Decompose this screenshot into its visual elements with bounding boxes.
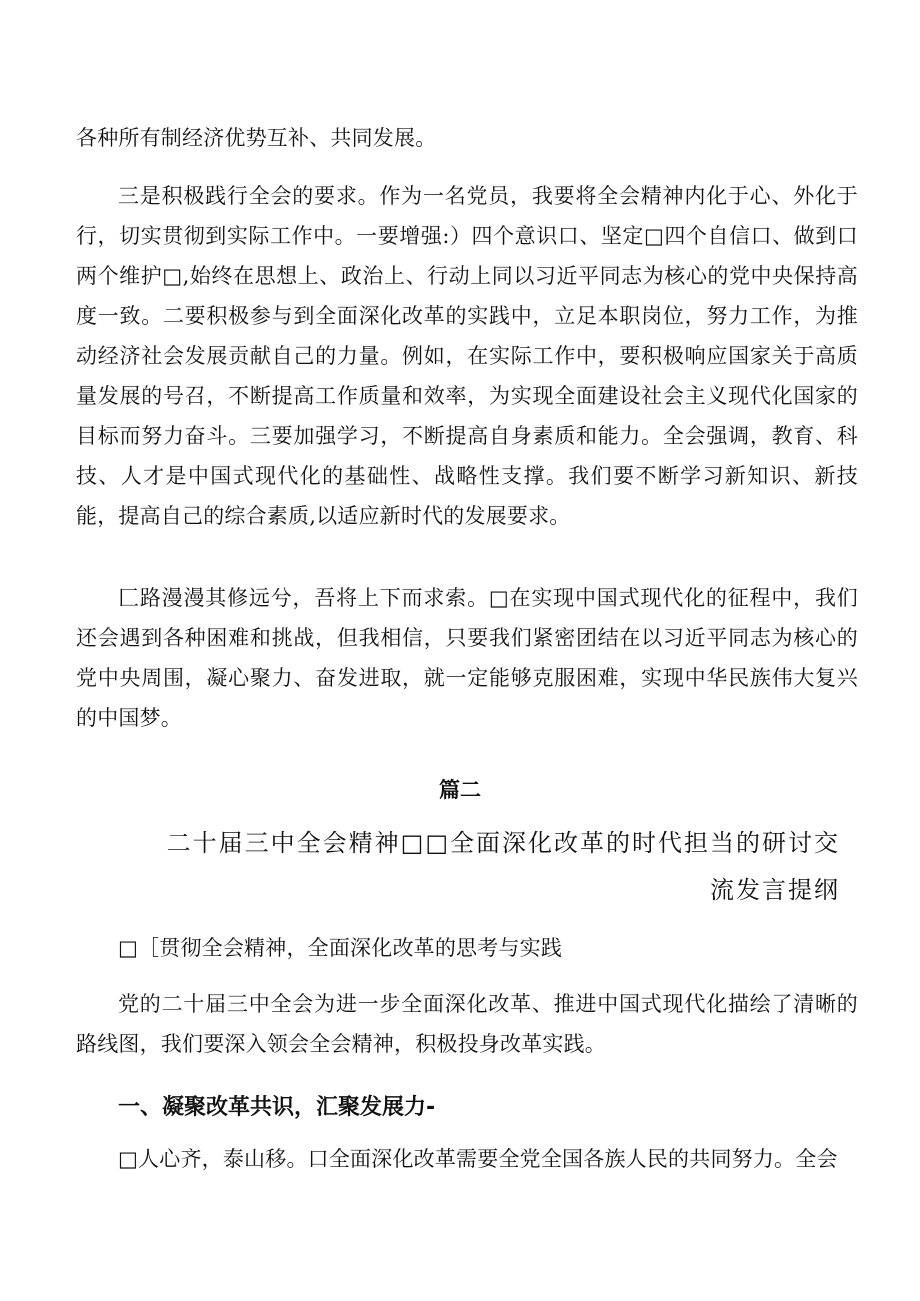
document-title-line2: 流发言提纲 bbox=[710, 876, 840, 904]
section-heading-1: 一、凝聚改革共识，汇聚发展力- bbox=[118, 1095, 436, 1120]
paragraph-third-requirement: 三是积极践行全会的要求。作为一名党员，我要将全会精神内化于心、外化于行，切实贯彻到实际工作中。一要增强:）四个意识口、坚定□四个自信口、做到口两个维护□,始终在思想上、政治上、行动上同以习近平同志为核心的党中央保持高度一致。二要积极参与到全面深化改革的实践中，立足本职岗位，努力工作，为推动经济社会发展贡献自己的力量。例如，在实际工作中，要积极响应国家关于高质量发展的号召，不断提高工作质量和效率，为实现全面建设社会主义现代化国家的目标而努力奋斗。三要加强学习，不断提高自身素质和能力。全会强调，教育、科技、人才是中国式现代化的基础性、战略性支撑。我们要不断学习新知识、新技能，提高自己的综合素质,以适应新时代的发展要求。 bbox=[76, 184, 858, 528]
document-title-line1: 二十届三中全会精神□□全面深化改革的时代担当的研讨交 bbox=[166, 829, 840, 857]
paragraph-closing: 匚路漫漫其修远兮，吾将上下而求索。□在实现中国式现代化的征程中，我们还会遇到各种困难和挑战，但我相信，只要我们紧密团结在以习近平同志为核心的党中央周围，凝心聚力、奋发进取，就一定能够克服困难，实现中华民族伟大复兴的中国梦。 bbox=[76, 586, 858, 730]
paragraph-section-1: □人心齐，泰山移。口全面深化改革需要全党全国各族人民的共同努力。全会 bbox=[118, 1147, 838, 1171]
document-subtitle: □［贯彻全会精神，全面深化改革的思考与实践 bbox=[118, 936, 563, 960]
section-label: 篇二 bbox=[439, 777, 481, 802]
paragraph-intro: 党的二十届三中全会为进一步全面深化改革、推进中国式现代化描绘了清晰的路线图，我们要深入领会全会精神，积极投身改革实践。 bbox=[76, 992, 858, 1056]
paragraph-continuation: 各种所有制经济优势互补、共同发展。 bbox=[76, 126, 437, 150]
